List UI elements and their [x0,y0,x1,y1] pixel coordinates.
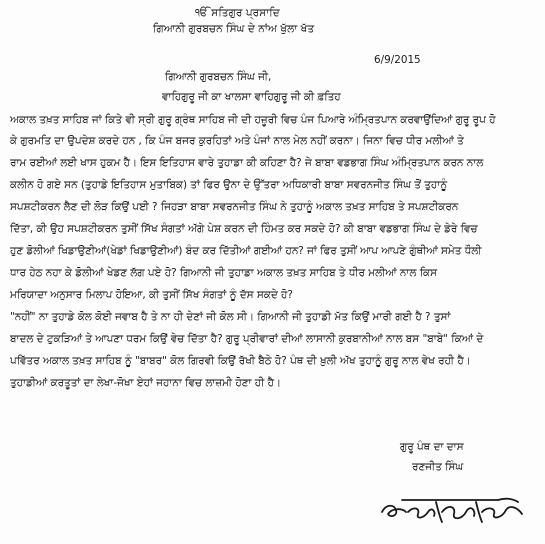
body-line: ਅਕਾਲ ਤਖ਼ਤ ਸਾਹਿਬ ਜਾਂ ਕਿਤੇ ਵੀ ਸ੍ਰੀ ਗੁਰੂ ਗ੍ਰੰਥ ਸਾਹਿਬ ਜੀ ਦੀ ਹਜ਼ੂਰੀ ਵਿਚ ਪੰਜ ਪਿਆਰੇ ਅੰਮ੍ਰਿਤਪਾਨ ਕਰਵਾਉਂਦਿਆਂ ਗੁਰੂ ਰੂਪ ਹੋ [10,114,496,126]
body-line: ਦਿੱਤਾ, ਕੀ ਉਹ ਸਪਸ਼ਟੀਕਰਨ ਤੁਸੀਂ ਸਿੱਖ ਸੰਗਤਾਂ ਅੱਗੇ ਪੇਸ਼ ਕਰਨ ਦੀ ਹਿੰਮਤ ਕਰ ਸਕਦੇ ਹੋ? ਕੀ ਬਾਬਾ ਵਡਭਾਗ ਸਿੰਘ ਦੇ ਡੇਰੇ ਵਿਚ [10,223,478,235]
body-line: ਕੇ ਗੁਰਮਤਿ ਦਾ ਉਪਦੇਸ਼ ਕਰਦੇ ਹਨ , ਕਿ ਪੰਜ ਬਜਰ ਕੁਰਹਿਤਾਂ ਅਤੇ ਪੰਜਾਂ ਨਾਲ ਮੇਲ ਨਹੀਂ ਕਰਨਾ। ਜਿਨਾ ਵਿਚ ਧੀਰ ਮਲੀਆਂ ਤੇ [10,135,464,147]
body-line: ਬਾਦਲ ਦੇ ਟੁਕੜਿਆਂ ਤੇ ਆਪਣਾ ਧਰਮ ਕਿਉਂ ਵੇਚ ਦਿੱਤਾ ਹੈ? ਗੁਰੂ ਪ੍ਰੀਵਾਰਾਂ ਦੀਆਂ ਲਾਸਾਨੀ ਕੁਰਬਾਨੀਆਂ ਨਾਲ ਬਸ "ਬਾਬੇ" ਕਿਆਂ ਦੇ [10,333,484,345]
salutation: ਗਿਆਨੀ ਗੁਰਬਚਨ ਸਿੰਘ ਜੀ, [165,71,272,83]
greeting: ਵਾਹਿਗੁਰੂ ਜੀ ਕਾ ਖਾਲਸਾ ਵਾਹਿਗੁਰੂ ਜੀ ਕੀ ਫ਼ਤਿਹ [162,91,341,103]
body-line: ਹੁਣ ਡੋਲੀਆਂ ਖਿਡਾਉਣੀਆਂ(ਖੇਡਾਂ ਖਿਡਾਉਣੀਆਂ) ਬੰਦ ਕਰ ਦਿੱਤੀਆਂ ਗਈਆਂ ਹਨ? ਜਾਂ ਫਿਰ ਤੁਸੀਂ ਆਪ ਆਪਣੇ ਗੁੰਥੀਆਂ ਸਮੇਤ ਧੌਲੀ [10,245,482,257]
letter-heading: ਗਿਆਨੀ ਗੁਰਬਚਨ ਸਿੰਘ ਦੇ ਨਾਂਅ ਖੁੱਲਾ ਖੱਤ [153,23,315,35]
body-line: ਰਾਮ ਰਈਆਂ ਲਈ ਖਾਸ ਹੁਕਮ ਹੈ। ਇਸ ਇਤਿਹਾਸ ਵਾਰੇ ਤੁਹਾਡਾ ਕੀ ਕਹਿਣਾ ਹੈ? ਜੇ ਬਾਬਾ ਵਡਭਾਗ ਸਿੰਘ ਅੰਮ੍ਰਿਤਪਾਨ ਕਰਨ ਨਾਲ [10,157,484,169]
invocation: ੴ ਸਤਿਗੁਰ ਪ੍ਰਸਾਦਿ [195,7,280,19]
body-line: ਸਪਸ਼ਟੀਕਰਨ ਲੈਣ ਦੀ ਲੋੜ ਕਿਉਂ ਪਈ ? ਜਿਹੜਾ ਬਾਬਾ ਸਵਰਨਜੀਤ ਸਿੰਘ ਨੇ ਤੁਹਾਨੂੰ ਅਕਾਲ ਤਖ਼ਤ ਸਾਹਿਬ ਤੇ ਸਪਸ਼ਟੀਕਰਨ [10,201,459,213]
body-line: ਪਵਿੱਤਰ ਅਕਾਲ ਤਖ਼ਤ ਸਾਹਿਬ ਨੂੰ "ਬਾਬਰ" ਕੋਲ ਗਿਰਵੀ ਕਿਉਂ ਰੱਖੀ ਬੈਠੇ ਹੋ? ਪੰਥ ਦੀ ਖ਼ੁਲੀ ਅੱਖ ਤੁਹਾਨੂੰ ਗੁਰੂ ਨਾਲ ਵੇਖ ਰਹੀ ਹੈ। [10,355,471,367]
body-line: "ਨਹੀਂ" ਨਾ ਤੁਹਾਡੇ ਕੋਲ ਕੋਈ ਜਵਾਬ ਹੈ ਤੇ ਨਾ ਹੀ ਦੇਣਾਂ ਜੀ ਕੋਲ ਸੀ। ਗਿਆਨੀ ਜੀ ਤੁਹਾਡੀ ਮੱਤ ਕਿਉਂ ਮਾਰੀ ਗਈ ਹੈ ? ਤੁਸਾਂ [10,311,451,323]
signer-name: ਰਣਜੀਤ ਸਿੰਘ [412,461,464,473]
body-line: ਕਲੀਨ ਹੋ ਗਏ ਸਨ (ਤੁਹਾਡੇ ਇਤਿਹਾਸ ਮੁਤਾਬਿਕ) ਤਾਂ ਫਿਰ ਉਨਾ ਦੇ ਉੱਤਰਾ ਅਧਿਕਾਰੀ ਬਾਬਾ ਸਵਰਨਜੀਤ ਸਿੰਘ ਤੋਂ ਤੁਹਾਨੂੰ [10,179,447,191]
closing: ਗੁਰੂ ਪੰਥ ਦਾ ਦਾਸ [400,441,464,453]
letter-date: 6/9/2015 [374,54,421,66]
body-line: ਮਰਿਯਾਦਾ ਅਨੁਸਾਰ ਮਿਲਾਪ ਹੋਇਆ, ਕੀ ਤੁਸੀਂ ਸਿੱਖ ਸੰਗਤਾਂ ਨੂੰ ਦੱਸ ਸਕਦੇ ਹੋ? [10,289,293,301]
body-line: ਧਾਰ ਹੇਠ ਨਹਾ ਕੇ ਡੋਲੀਆਂ ਖੇਡਣ ਲੱਗ ਪਏ ਹੋ? ਗਿਆਨੀ ਜੀ ਤੁਹਾਡਾ ਅਕਾਲ ਤਖ਼ਤ ਸਾਹਿਬ ਤੇ ਧੀਰ ਮਲੀਆਂ ਨਾਲ ਕਿਸ [10,267,438,279]
handwritten-signature [378,490,528,530]
body-line: ਤੁਹਾਡੀਆਂ ਕਰਤੂਤਾਂ ਦਾ ਲੇਖਾ-ਜੋਖਾ ਏਹਾਂ ਜਹਾਨਾ ਵਿਚ ਲਾਜ਼ਮੀ ਹੋਣਾ ਹੀ ਹੈ। [10,377,281,389]
